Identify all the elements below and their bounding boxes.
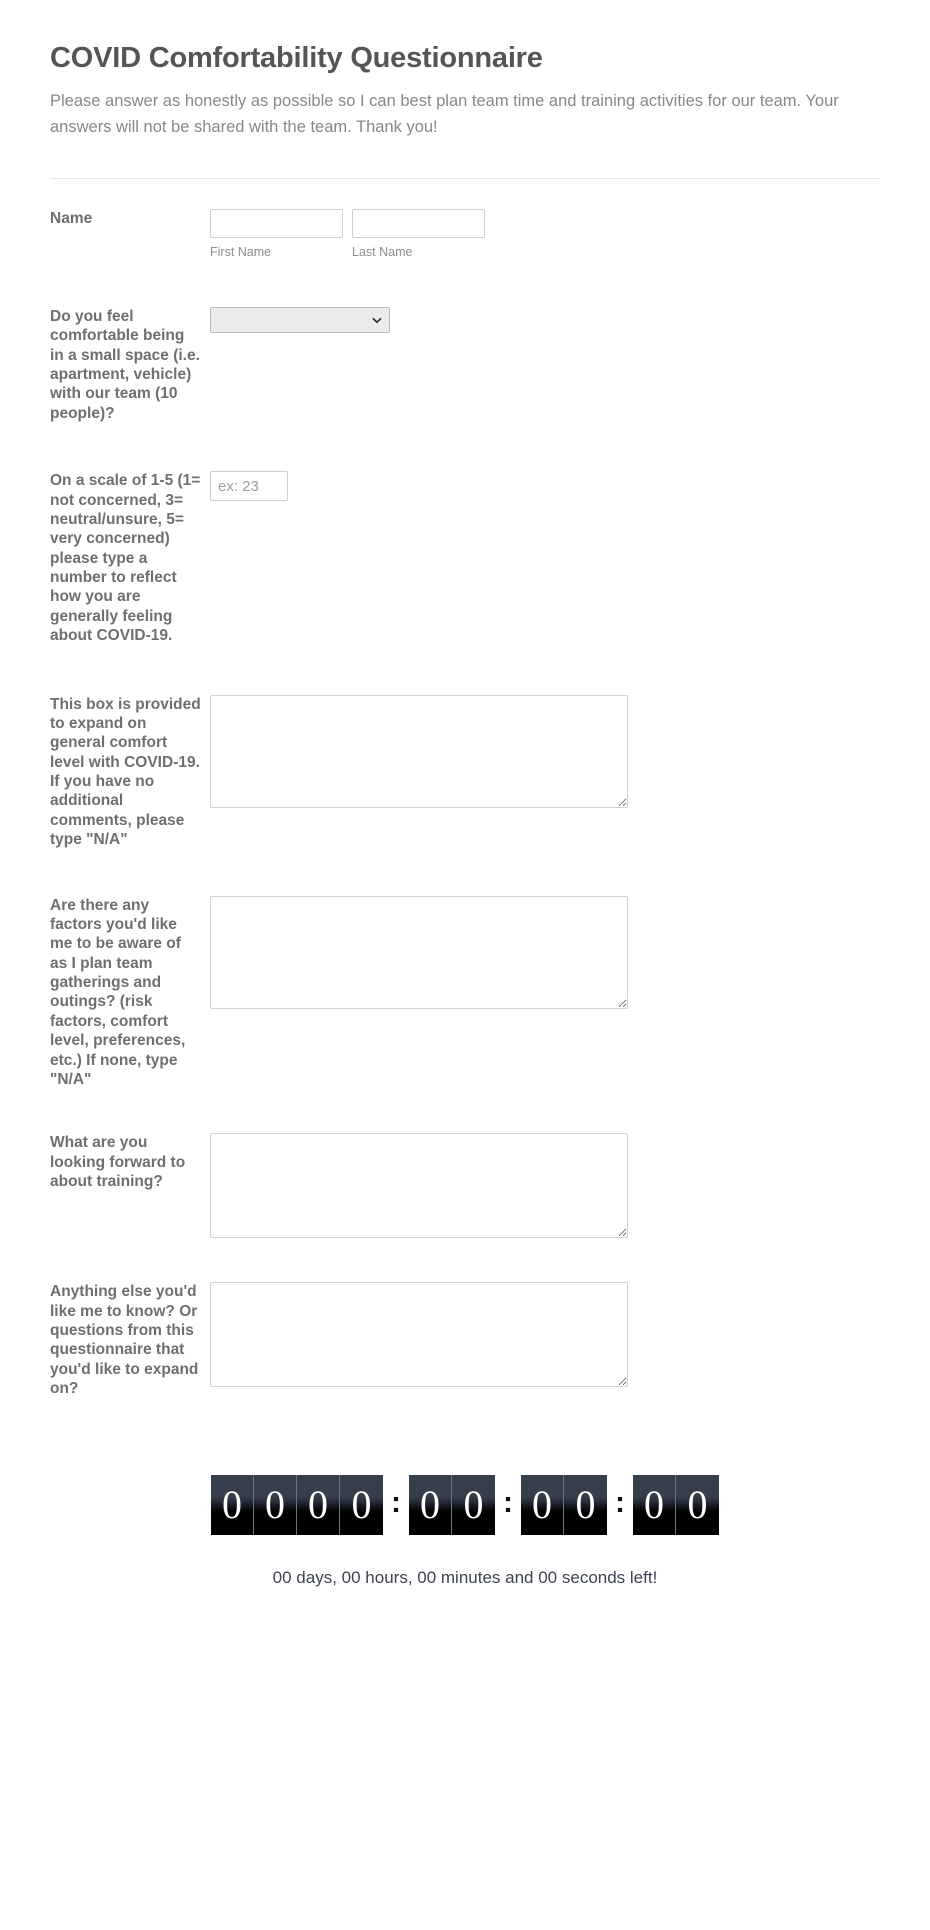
countdown-digit: 0: [633, 1475, 676, 1535]
question-label-comfort-box: This box is provided to expand on general comfort level with COVID-19. If you have no additional comments, please type "N/A": [50, 695, 201, 849]
first-name-group: [210, 209, 343, 259]
question-field-training: [210, 1133, 880, 1238]
countdown-digit: 0: [521, 1475, 564, 1535]
first-name-input[interactable]: [210, 209, 343, 238]
first-name-sublabel: First Name: [210, 245, 272, 260]
question-label-training: What are you looking forward to about training?: [50, 1134, 186, 1191]
countdown-minutes: [521, 1475, 607, 1535]
scale-number-input[interactable]: [210, 471, 288, 501]
factors-textarea[interactable]: [210, 896, 628, 1009]
question-row-training: [50, 1133, 880, 1238]
countdown-caption: 00 days, 00 hours, 00 minutes and 00 seconds left!: [272, 1567, 658, 1587]
question-row-scale: [50, 471, 880, 645]
question-label-name: Name: [50, 210, 93, 228]
question-label-factors: Are there any factors you'd like me to be aware of as I plan team gatherings and outings? (risk factors, comfort level, preferences, etc.) If none, type "N/A": [50, 896, 186, 1088]
header-divider: [50, 178, 880, 179]
countdown-hours: [409, 1475, 495, 1535]
countdown-digit: 0: [409, 1475, 452, 1535]
form-header: [50, 0, 880, 179]
countdown-separator: :: [495, 1475, 521, 1535]
countdown-separator: :: [383, 1475, 409, 1535]
question-field-comfort-box: [210, 695, 880, 808]
form-description: Please answer as honestly as possible so I can best plan team time and training activities for our team. Your answers will not be shared with the team. Thank you!: [50, 92, 839, 136]
last-name-sublabel: Last Name: [352, 245, 413, 260]
countdown-digit: 0: [452, 1475, 495, 1535]
question-row-small-space: [50, 307, 880, 423]
countdown-digit: 0: [297, 1475, 340, 1535]
question-label-scale: On a scale of 1-5 (1= not concerned, 3= neutral/unsure, 5= very concerned) please type a number to reflect how you are generally feeling about COVID-19.: [50, 472, 201, 645]
question-field-small-space: [210, 307, 880, 333]
anything-else-textarea[interactable]: [210, 1282, 628, 1387]
question-field-anything-else: [210, 1282, 880, 1387]
question-field-factors: [210, 896, 880, 1009]
question-field-name: [210, 209, 880, 259]
countdown-days: [211, 1475, 383, 1535]
question-row-factors: [50, 896, 880, 1090]
training-textarea[interactable]: [210, 1133, 628, 1238]
countdown-digit: 0: [564, 1475, 607, 1535]
small-space-select[interactable]: [210, 307, 390, 333]
countdown-digit: 0: [340, 1475, 383, 1535]
chevron-down-icon: [371, 314, 383, 326]
countdown-area: [50, 1475, 880, 1588]
question-label-anything-else: Anything else you'd like me to know? Or questions from this questionnaire that you'd like to expand on?: [50, 1283, 199, 1398]
name-fields: [210, 209, 880, 259]
countdown-digit: 0: [676, 1475, 719, 1535]
question-row-comfort-box: [50, 695, 880, 850]
last-name-input[interactable]: [352, 209, 485, 238]
countdown-separator: :: [607, 1475, 633, 1535]
countdown-timer: [211, 1475, 719, 1535]
comfort-box-textarea[interactable]: [210, 695, 628, 808]
countdown-seconds: [633, 1475, 719, 1535]
question-row-name: [50, 209, 880, 259]
page-title: COVID Comfortability Questionnaire: [50, 42, 543, 74]
countdown-digit: 0: [211, 1475, 254, 1535]
question-label-small-space: Do you feel comfortable being in a small space (i.e. apartment, vehicle) with our team (10 people)?: [50, 307, 200, 422]
last-name-group: [352, 209, 485, 259]
question-field-scale: [210, 471, 880, 501]
countdown-digit: 0: [254, 1475, 297, 1535]
question-row-anything-else: [50, 1282, 880, 1398]
